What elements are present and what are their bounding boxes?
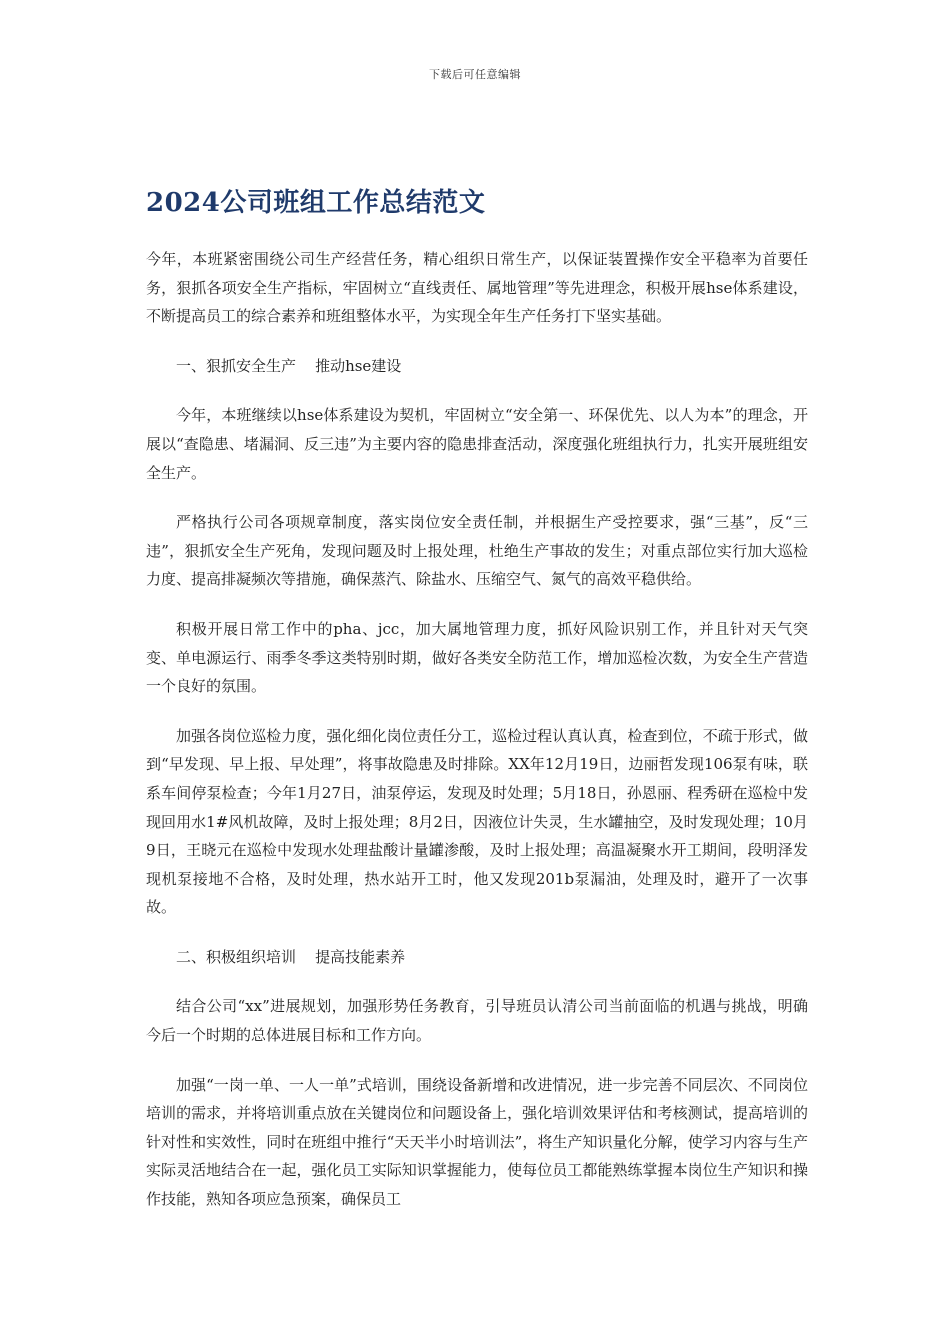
- paragraph: 严格执行公司各项规章制度，落实岗位安全责任制，并根据生产受控要求，强“三基”，反“三违”，狠抓安全生产死角，发现问题及时上报处理，杜绝生产事故的发生；对重点部位实行加大巡检力度、提高排凝频次等措施，确保蒸汽、除盐水、压缩空气、氮气的高效平稳供给。: [146, 513, 808, 589]
- document-title: 2024公司班组工作总结范文: [146, 188, 486, 218]
- document-body: [146, 245, 808, 1235]
- paragraph: 加强各岗位巡检力度，强化细化岗位责任分工，巡检过程认真认真，检查到位，不疏于形式，做到“早发现、早上报、早处理”，将事故隐患及时排除。XX年12月19日，边丽哲发现106泵有味，联系车间停泵检查；今年1月27日，油泵停运，发现及时处理；5月18日，孙恩丽、程秀研在巡检中发现回用水1#风机故障，及时上报处理；8月2日，因液位计失灵，生水罐抽空，及时发现处理；10月9日，王晓元在巡检中发现水处理盐酸计量罐渗酸，及时上报处理；高温凝聚水开工期间，段明泽发现机泵接地不合格，及时处理，热水站开工时，他又发现201b泵漏油，处理及时，避开了一次事故。: [146, 726, 808, 917]
- paragraph: 今年，本班继续以hse体系建设为契机，牢固树立“安全第一、环保优先、以人为本”的理念，开展以“查隐患、堵漏洞、反三违”为主要内容的隐患排查活动，深度强化班组执行力，扎实开展班组安全生产。: [146, 406, 808, 482]
- paragraph: 加强“一岗一单、一人一单”式培训，围绕设备新增和改进情况，进一步完善不同层次、不同岗位培训的需求，并将培训重点放在关键岗位和问题设备上，强化培训效果评估和考核测试，提高培训的针对性和实效性，同时在班组中推行“天天半小时培训法”，将生产知识量化分解，使学习内容与生产实际灵活地结合在一起，强化员工实际知识掌握能力，使每位员工都能熟练掌握本岗位生产知识和操作技能，熟知各项应急预案，确保员工: [146, 1075, 808, 1209]
- paragraph: 结合公司“xx”进展规划，加强形势任务教育，引导班员认清公司当前面临的机遇与挑战，明确今后一个时期的总体进展目标和工作方向。: [146, 997, 808, 1045]
- paragraph: 积极开展日常工作中的pha、jcc，加大属地管理力度，抓好风险识别工作，并且针对天气突变、单电源运行、雨季冬季这类特别时期，做好各类安全防范工作，增加巡检次数，为安全生产营造一个良好的氛围。: [146, 619, 808, 696]
- header-note: 下载后可任意编辑: [429, 68, 521, 81]
- section-heading-2: 二、积极组织培训 提高技能素养: [176, 947, 406, 966]
- paragraph-intro: 今年，本班紧密围绕公司生产经营任务，精心组织日常生产，以保证装置操作安全平稳率为首要任务，狠抓各项安全生产指标，牢固树立“直线责任、属地管理”等先进理念，积极开展hse体系建设，不断提高员工的综合素养和班组整体水平，为实现全年生产任务打下坚实基础。: [146, 250, 808, 326]
- section-heading-1: 一、狠抓安全生产 推动hse建设: [176, 356, 402, 375]
